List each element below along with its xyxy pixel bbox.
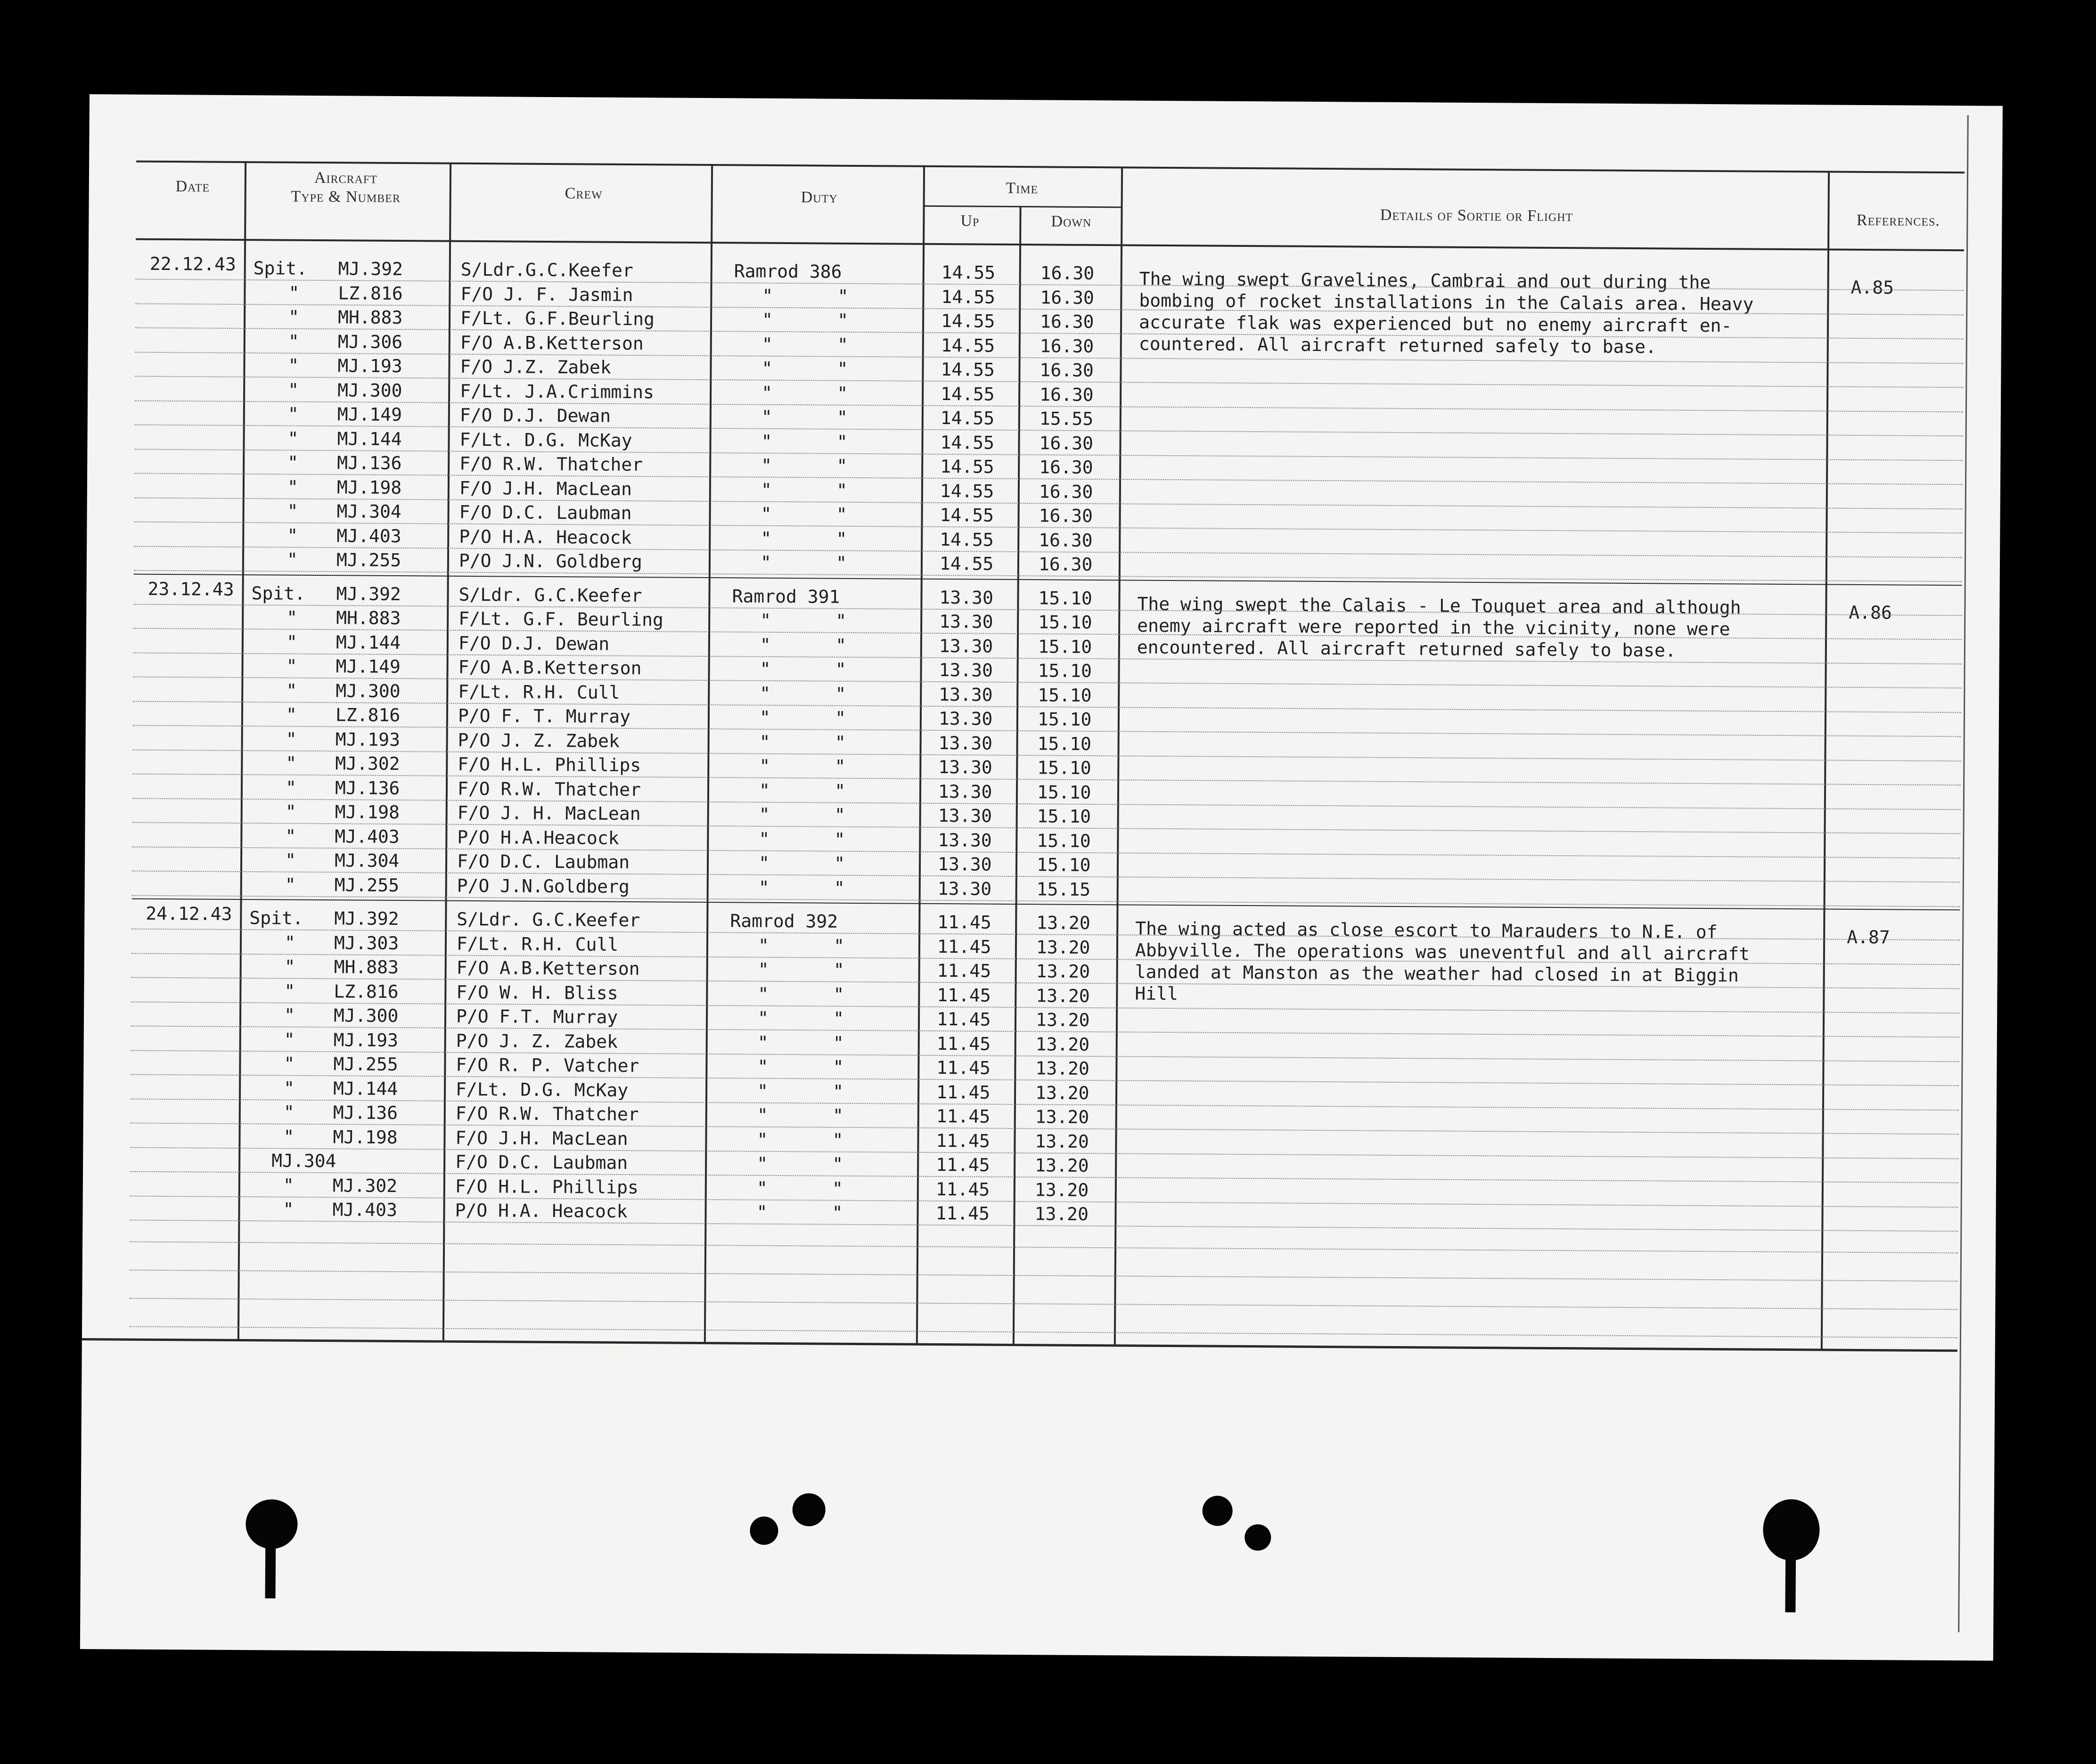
aircraft-number: MJ.303 [334,932,399,954]
time-down: 13.20 [1035,1106,1089,1127]
crew-name: P/O H.A. Heacock [459,526,632,548]
duty: " " [757,1104,843,1126]
header-aircraft [245,168,447,207]
time-down: 15.10 [1037,733,1092,754]
header-down: Down [1051,212,1092,230]
duty: " " [761,334,848,355]
time-up: 14.55 [940,505,994,526]
aircraft-type: " [284,956,295,977]
aircraft-number: MJ.304 [334,850,400,872]
crew-name: F/O A.B.Ketterson [458,656,642,679]
aircraft-type: " [285,801,296,822]
time-down: 15.55 [1039,408,1094,430]
time-down: 13.20 [1036,936,1090,958]
aircraft-number: MJ.403 [332,1199,397,1221]
header-date: Date [175,178,210,196]
aircraft-number: MJ.255 [333,1054,398,1075]
sortie-details-line: The wing swept the Calais - Le Touquet area and although [1137,593,1741,618]
crew-name: F/O R.W. Thatcher [459,453,643,475]
time-down: 15.10 [1038,636,1092,657]
aircraft-number: MJ.198 [335,801,400,823]
crew-name: P/O H.A.Heacock [457,826,619,849]
crew-name: F/Lt. R.H. Cull [458,681,620,703]
binder-hole-slot [1785,1551,1796,1612]
time-down: 13.20 [1036,912,1090,934]
duty: " " [761,479,848,501]
time-up: 14.55 [940,432,995,453]
duty: " " [757,1056,844,1078]
crew-name: S/Ldr. G.C.Keefer [457,908,640,931]
sortie-details-line: bombing of rocket installations in the Calais area. Heavy [1139,290,1754,315]
aircraft-number: MJ.144 [333,1078,398,1099]
header-aircraft-line1: Aircraft [314,169,377,187]
time-down: 13.20 [1036,961,1090,982]
aircraft-number: MJ.144 [337,428,402,449]
duty: " " [760,610,847,631]
row-rule [130,1241,1958,1253]
duty: " " [759,755,846,777]
time-up: 11.45 [936,1081,991,1103]
aircraft-type: " [287,452,299,473]
duty: " " [758,852,845,874]
aircraft-type: Spit. [251,582,306,604]
time-up: 11.45 [937,936,991,957]
crew-name: F/O J.H. MacLean [455,1127,628,1149]
duty: " " [759,828,845,850]
duty: Ramrod 391 [732,585,840,607]
aircraft-type: " [286,704,297,725]
time-down: 13.20 [1035,1033,1090,1055]
time-up: 13.30 [937,854,992,875]
duty: " " [759,780,846,801]
time-up: 14.55 [939,553,994,574]
crew-name: F/O A.B.Ketterson [456,957,640,980]
aircraft-number: MJ.149 [336,656,401,678]
aircraft-number: MJ.304 [336,501,402,523]
time-down: 13.20 [1035,1155,1089,1176]
duty: " " [757,1153,843,1175]
time-down: 16.30 [1040,286,1094,308]
aircraft-number: MH.883 [334,956,399,978]
crew-name: F/O J. F. Jasmin [460,283,633,305]
crew-name: P/O J.N.Goldberg [457,875,630,897]
crew-name: P/O F.T. Murray [456,1005,618,1028]
duty: " " [758,935,845,956]
duty: " " [760,552,847,573]
time-up: 11.45 [937,984,991,1006]
crew-name: P/O H.A. Heacock [455,1200,628,1222]
crew-name: F/O H.L. Phillips [458,753,641,776]
duty: " " [756,1177,843,1199]
aircraft-number: MJ.300 [337,379,402,401]
crew-name: F/O A.B.Ketterson [460,332,644,354]
aircraft-number: MJ.306 [337,331,403,352]
crew-name: F/O H.L. Phillips [455,1176,639,1198]
crew-name: P/O J.N. Goldberg [458,550,643,572]
header-aircraft-line2: Type & Number [291,188,401,206]
time-down: 16.30 [1039,529,1093,551]
time-sub-line [923,205,1121,208]
time-up: 14.55 [940,480,994,502]
header-crew: Crew [565,185,603,203]
crew-name: F/Lt. D.G. McKay [455,1078,629,1101]
crew-name: F/O R.W. Thatcher [457,778,641,800]
aircraft-number: MH.883 [336,607,401,629]
time-down: 15.10 [1037,781,1091,803]
time-up: 13.30 [938,732,993,754]
time-down: 16.30 [1040,262,1095,284]
aircraft-number: MJ.300 [336,680,401,702]
time-up: 14.55 [940,408,995,429]
aircraft-type: " [286,728,297,750]
duty: " " [760,683,846,704]
header-up: Up [960,212,980,230]
aircraft-type: " [288,306,300,327]
aircraft-type: " [287,403,299,425]
time-up: 13.30 [937,878,992,899]
aircraft-number: MJ.403 [335,825,400,847]
crew-name: F/Lt. G.F.Beurling [460,307,655,330]
duty: " " [761,528,847,549]
aircraft-number: MJ.392 [334,908,399,930]
aircraft-type: " [284,1004,295,1026]
duty: " " [758,959,844,980]
binder-hole [1202,1495,1232,1526]
crew-name: F/O J. H. MacLean [457,802,641,825]
time-down: 15.10 [1037,757,1091,779]
time-down: 16.30 [1039,457,1093,478]
binder-hole [792,1493,825,1526]
duty: " " [761,382,848,404]
duty: " " [761,358,848,379]
time-up: 14.55 [941,359,995,380]
crew-name: F/O D.C. Laubman [459,501,632,524]
time-down: 16.30 [1038,554,1093,575]
time-down: 16.30 [1039,432,1094,454]
time-up: 14.55 [941,262,996,283]
time-up: 14.55 [941,383,995,405]
time-up: 11.45 [936,1009,991,1030]
sortie-details-line: The wing acted as close escort to Marauders to N.E. of [1135,918,1718,943]
duty: " " [758,877,845,898]
aircraft-number: MJ.302 [335,753,400,775]
crew-name: P/O J. Z. Zabek [458,729,620,751]
duty: " " [762,285,849,307]
entry-date: 22.12.43 [149,253,236,275]
aircraft-type: " [284,1029,295,1050]
aircraft-type: " [283,1199,294,1220]
aircraft-number: MJ.193 [333,1029,399,1051]
binder-hole [1244,1524,1271,1551]
time-down: 13.20 [1035,1082,1089,1103]
crew-name: S/Ldr.G.C.Keefer [460,259,633,281]
entry-date: 23.12.43 [147,578,234,600]
crew-name: F/Lt. D.G. McKay [459,429,632,451]
duty: " " [761,309,849,331]
time-up: 13.30 [939,635,993,657]
sortie-details-line: Hill [1135,983,1179,1004]
crew-name: F/O R.W. Thatcher [455,1102,639,1125]
time-up: 14.55 [941,310,995,332]
time-up: 14.55 [940,456,994,477]
aircraft-type: " [286,752,297,774]
col-line-up [1013,206,1022,1344]
time-down: 15.10 [1037,709,1092,730]
aircraft-number: MJ.136 [335,777,400,799]
header-bottom-line [136,238,1964,252]
entry-reference: A.85 [1850,277,1894,298]
aircraft-number: MJ.193 [337,355,402,377]
time-up: 11.45 [936,1130,990,1152]
aircraft-type: " [288,282,300,303]
crew-name: F/O D.C. Laubman [455,1151,628,1174]
duty: " " [761,455,848,476]
time-up: 13.30 [938,781,992,802]
aircraft-type: " [284,1053,295,1074]
duty: " " [757,1007,844,1029]
sortie-details-line: encountered. All aircraft returned safely to base. [1137,637,1676,661]
aircraft-type: " [284,980,295,1002]
sortie-details-line: enemy aircraft were reported in the vicinity, none were [1137,615,1730,639]
time-up: 11.45 [935,1178,990,1200]
crew-name: F/Lt. J.A.Crimmins [460,380,655,402]
aircraft-number: MJ.136 [337,452,402,474]
aircraft-number: MJ.304 [271,1150,336,1172]
header-references: References. [1856,211,1940,229]
time-down: 15.10 [1038,660,1092,682]
crew-name: F/O D.J. Dewan [458,632,610,654]
crew-name: P/O J. Z. Zabek [456,1030,618,1052]
duty: " " [760,634,847,656]
row-rule [130,1269,1958,1282]
sortie-details-line: landed at Manston as the weather had closed in at Biggin [1135,961,1739,986]
aircraft-type: " [287,476,298,498]
time-up: 13.30 [938,757,992,778]
aircraft-type: " [287,500,298,522]
crew-name: S/Ldr. G.C.Keefer [458,584,642,606]
time-down: 16.30 [1040,311,1094,333]
aircraft-type: Spit. [249,907,303,929]
aircraft-number: MH.883 [337,307,403,328]
aircraft-number: MJ.403 [336,525,401,547]
duty: " " [759,731,846,753]
aircraft-number: LZ.816 [334,980,399,1002]
crew-name: F/O D.J. Dewan [459,404,611,426]
aircraft-type: " [283,1126,295,1147]
binder-hole-slot [265,1537,276,1598]
aircraft-type: " [286,655,297,677]
aircraft-number: LZ.816 [338,282,403,304]
aircraft-number: MJ.149 [337,404,402,425]
aircraft-number: MJ.144 [336,631,401,653]
aircraft-type: " [286,631,297,653]
time-down: 15.10 [1037,830,1091,851]
entry-reference: A.87 [1847,926,1890,948]
time-down: 15.10 [1037,806,1091,827]
crew-name: F/O D.C. Laubman [457,850,630,873]
row-rule [129,1326,1957,1338]
duty: " " [761,431,848,452]
entry-date: 24.12.43 [146,903,232,924]
time-up: 13.30 [939,660,993,681]
time-down: 15.10 [1038,587,1093,609]
duty: " " [759,707,846,728]
aircraft-type: " [283,1078,295,1099]
aircraft-type: " [285,849,296,871]
aircraft-type: " [285,874,296,895]
time-down: 13.20 [1035,1130,1089,1152]
time-down: 13.20 [1036,985,1090,1006]
duty: " " [756,1201,843,1223]
crew-name: F/O R. P. Vatcher [456,1054,639,1077]
time-up: 13.30 [939,684,993,705]
time-down: 15.10 [1036,854,1091,876]
col-line-sheet-right [1958,115,1969,1632]
entry-reference: A.86 [1849,602,1892,623]
aircraft-type: " [288,355,299,376]
time-up: 13.30 [939,587,994,608]
aircraft-type: " [287,525,298,546]
aircraft-number: MJ.392 [338,258,403,280]
aircraft-number: MJ.136 [333,1102,398,1124]
time-up: 14.55 [941,335,995,356]
duty: Ramrod 392 [730,910,838,932]
aircraft-type: " [287,428,299,449]
duty: " " [759,804,845,825]
aircraft-number: MJ.302 [332,1175,398,1196]
aircraft-type: " [284,932,296,953]
duty: " " [757,1032,844,1054]
time-down: 16.30 [1039,481,1093,502]
aircraft-type: " [287,607,298,628]
duty: " " [761,406,848,428]
time-down: 16.30 [1040,359,1094,381]
crew-name: F/O W. H. Bliss [456,981,618,1004]
crew-name: F/O J.H. MacLean [459,477,632,499]
time-down: 13.20 [1035,1009,1090,1031]
aircraft-number: MJ.193 [335,728,401,750]
duty: " " [757,1129,843,1151]
aircraft-type: " [288,331,299,352]
time-down: 16.30 [1039,505,1093,527]
header-duty: Duty [801,188,838,206]
sortie-details-line: Abbyville. The operations was uneventful and all aircraft [1135,939,1750,964]
record-sheet [80,94,2003,1661]
time-up: 13.30 [938,805,992,826]
aircraft-type: " [285,777,297,798]
aircraft-type: " [283,1175,294,1196]
row-rule [129,1298,1957,1310]
sortie-details-line: countered. All aircraft returned safely to base. [1138,333,1657,358]
table-bottom-line [82,1338,1957,1352]
aircraft-type: Spit. [253,258,308,279]
duty: " " [760,658,846,680]
aircraft-number: MJ.255 [334,874,400,896]
crew-name: F/O J.Z. Zabek [460,356,611,378]
aircraft-type: " [288,379,299,400]
aircraft-number: MJ.198 [336,476,402,498]
time-up: 11.45 [936,1057,991,1078]
aircraft-number: MJ.392 [336,583,401,604]
duty: " " [758,983,844,1005]
time-up: 11.45 [937,960,991,981]
sortie-details-line: accurate flak was experienced but no enemy aircraft en- [1138,311,1732,336]
aircraft-type: " [287,549,298,570]
time-down: 13.20 [1034,1179,1089,1200]
time-up: 11.45 [937,912,991,933]
crew-name: F/Lt. R.H. Cull [456,933,619,955]
time-down: 15.15 [1036,878,1091,900]
time-down: 16.30 [1040,335,1094,357]
time-up: 11.45 [935,1203,990,1224]
crew-name: F/Lt. G.F. Beurling [458,608,664,630]
duty: Ramrod 386 [734,261,842,282]
aircraft-type: " [285,825,296,847]
aircraft-type: " [286,680,297,701]
time-up: 13.30 [938,829,992,851]
time-up: 11.45 [936,1154,990,1176]
header-time: Time [1006,179,1039,197]
time-down: 15.10 [1038,684,1092,706]
sortie-details-line: The wing swept Gravelines, Cambrai and out during the [1139,268,1711,293]
time-down: 15.10 [1038,612,1092,633]
aircraft-number: MJ.198 [333,1126,398,1148]
duty: " " [757,1080,844,1102]
time-up: 13.30 [938,708,993,729]
time-up: 14.55 [940,529,994,550]
time-down: 13.20 [1034,1203,1089,1225]
binder-hole [750,1517,778,1545]
time-up: 13.30 [939,611,993,632]
aircraft-number: MJ.255 [336,549,401,571]
aircraft-number: MJ.300 [333,1005,399,1027]
aircraft-type: " [283,1102,295,1123]
header-details: Details of Sortie or Flight [1380,206,1573,225]
time-up: 11.45 [936,1106,991,1127]
time-down: 13.20 [1035,1058,1089,1079]
crew-name: P/O F. T. Murray [458,705,631,727]
time-up: 11.45 [936,1033,991,1054]
time-up: 14.55 [941,286,995,308]
aircraft-number: LZ.816 [335,704,401,726]
duty: " " [761,503,847,525]
time-down: 16.30 [1040,384,1094,405]
